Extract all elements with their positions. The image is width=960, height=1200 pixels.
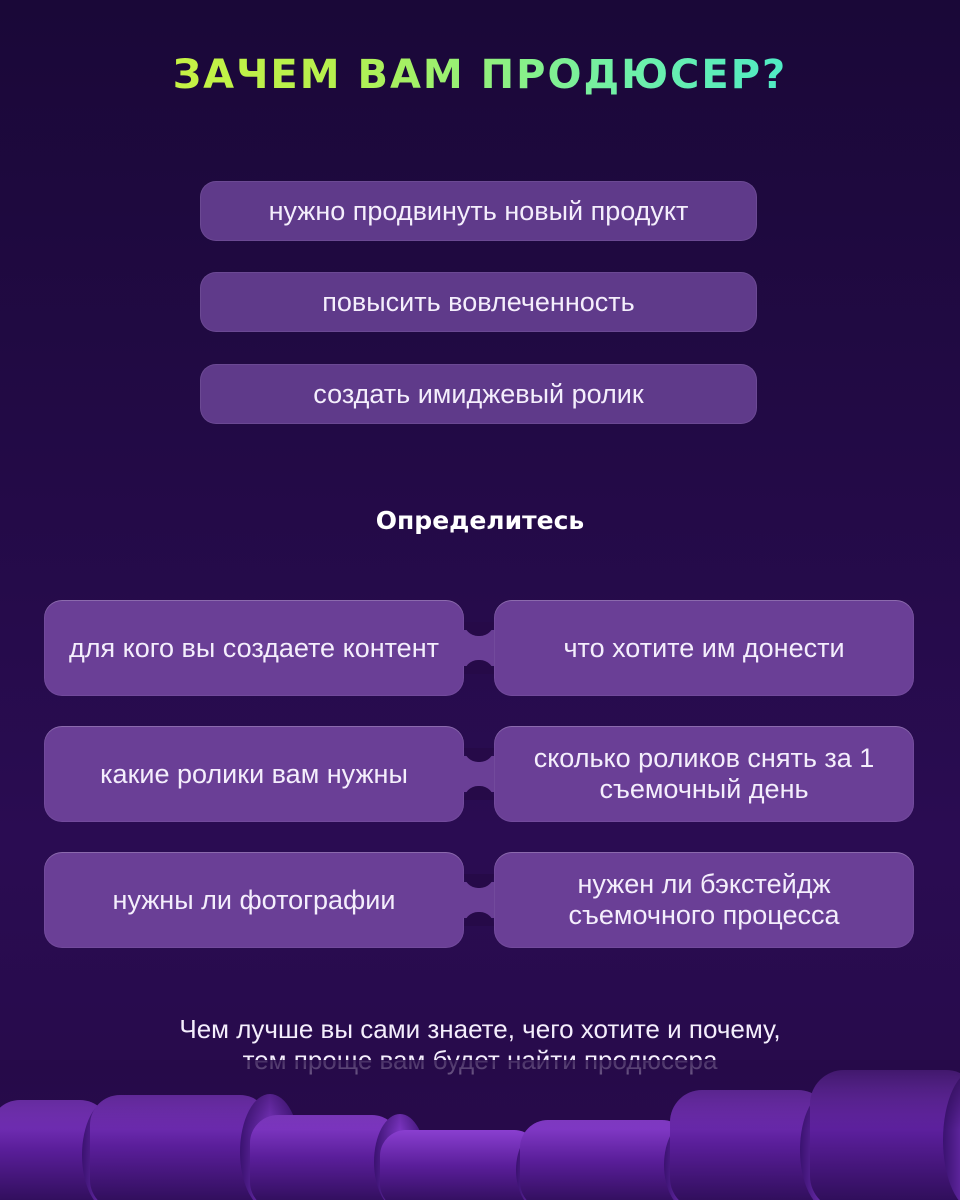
question-pair: [44, 726, 916, 822]
question-pair: [44, 600, 916, 696]
question-card-right: что хотите им донести: [494, 600, 914, 696]
question-card-left: для кого вы создаете контент: [44, 600, 464, 696]
question-card-right: нужен ли бэкстейдж съемочного процесса: [494, 852, 914, 948]
question-pair: [44, 852, 916, 948]
section-subheading: Определитесь: [375, 506, 585, 535]
reason-pill: создать имиджевый ролик: [200, 364, 757, 424]
footer-line: Чем лучше вы сами знаете, чего хотите и почему,: [179, 1014, 781, 1044]
reason-pill: повысить вовлеченность: [200, 272, 757, 332]
question-card-right: сколько роликов снять за 1 съемочный день: [494, 726, 914, 822]
question-card-left: нужны ли фотографии: [44, 852, 464, 948]
decorative-cylinders: [0, 1060, 960, 1200]
reason-pill: нужно продвинуть новый продукт: [200, 181, 757, 241]
page-title: ЗАЧЕМ ВАМ ПРОДЮСЕР?: [0, 52, 960, 98]
question-card-left: какие ролики вам нужны: [44, 726, 464, 822]
